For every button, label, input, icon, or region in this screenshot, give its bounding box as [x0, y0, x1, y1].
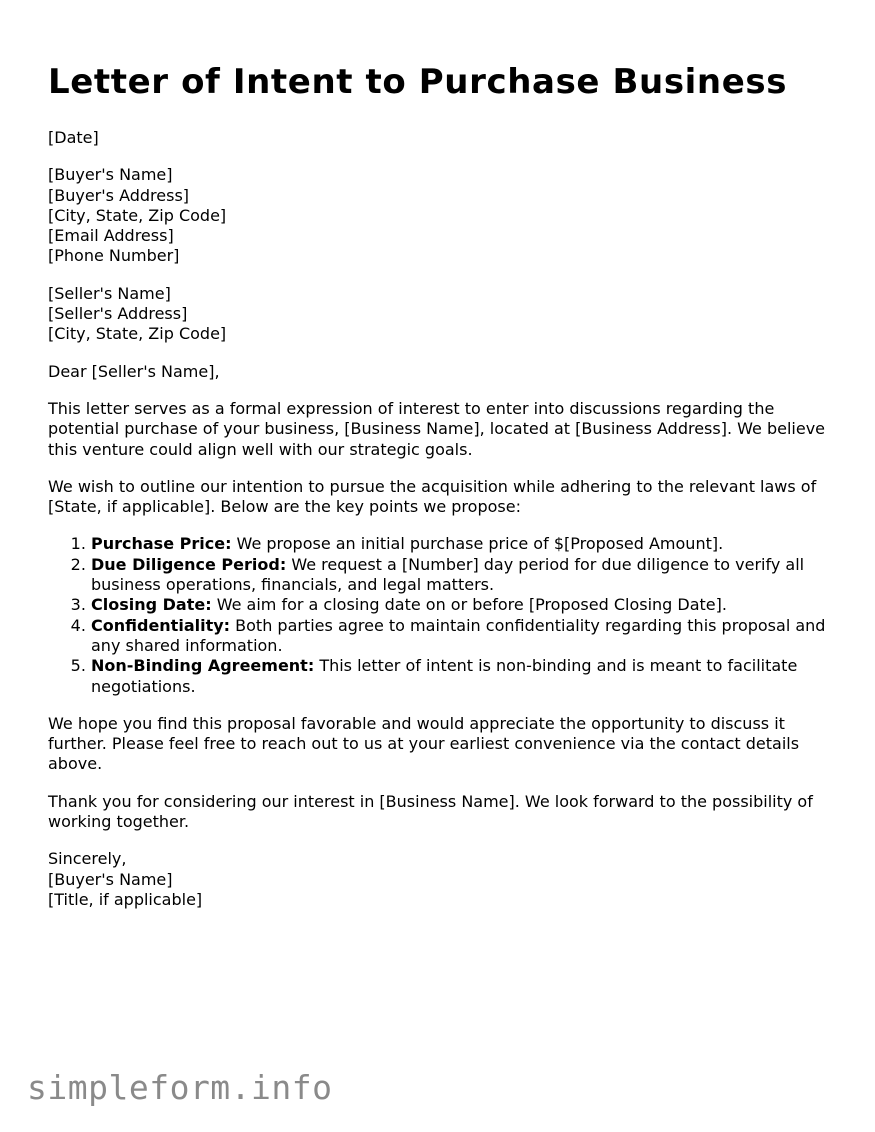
list-item [91, 616, 848, 657]
outline-paragraph: We wish to outline our intention to pursue the acquisition while adhering to the relevant laws of [State, if applicable]. Below are the key points we propose: [48, 476, 817, 517]
signature-block [48, 849, 848, 910]
list-item [91, 534, 848, 554]
buyer-address: [Buyer's Address] [48, 185, 190, 205]
point-label: Confidentiality: [91, 615, 231, 635]
buyer-phone: [Phone Number] [48, 246, 180, 266]
buyer-city: [City, State, Zip Code] [48, 205, 227, 225]
seller-name: [Seller's Name] [48, 283, 171, 303]
list-item [91, 656, 848, 697]
list-item [91, 555, 848, 596]
point-text: We aim for a closing date on or before [Proposed Closing Date]. [211, 595, 727, 615]
signer-name: [Buyer's Name] [48, 869, 173, 889]
list-item [91, 595, 848, 615]
point-text: This letter of intent is non-binding and is meant to facilitate negotiations. [91, 656, 798, 696]
point-label: Non-Binding Agreement: [91, 656, 315, 676]
buyer-name: [Buyer's Name] [48, 165, 173, 185]
thanks-paragraph: Thank you for considering our interest in [Business Name]. We look forward to the possibility of working together. [48, 791, 813, 832]
letter-page [48, 0, 848, 910]
point-text: Both parties agree to maintain confidentiality regarding this proposal and any shared information. [91, 615, 826, 655]
key-points-list [48, 534, 848, 696]
seller-address: [Seller's Address] [48, 304, 188, 324]
intro-paragraph: This letter serves as a formal expression of interest to enter into discussions regarding the potential purchase of your business, [Business Name], located at [Business Address]. We believe this venture could align well with our strategic goals. [48, 398, 825, 459]
buyer-address-block [48, 165, 848, 266]
seller-city: [City, State, Zip Code] [48, 324, 227, 344]
signoff: Sincerely, [48, 849, 127, 869]
seller-address-block [48, 284, 848, 345]
signer-title: [Title, if applicable] [48, 889, 203, 909]
point-text: We propose an initial purchase price of $[Proposed Amount]. [231, 534, 724, 554]
point-label: Purchase Price: [91, 534, 232, 554]
point-label: Closing Date: [91, 595, 212, 615]
salutation: Dear [Seller's Name], [48, 361, 220, 381]
point-text: We request a [Number] day period for due diligence to verify all business operations, financials, and legal matters. [91, 554, 805, 595]
watermark: simpleform.info [27, 1068, 333, 1107]
hope-paragraph: We hope you find this proposal favorable and would appreciate the opportunity to discuss it further. Please feel free to reach out to us at your earliest convenience via the contact details above. [48, 713, 800, 774]
point-label: Due Diligence Period: [91, 554, 287, 574]
buyer-email: [Email Address] [48, 226, 174, 246]
page-title: Letter of Intent to Purchase Business [48, 62, 788, 102]
letter-date: [Date] [48, 128, 99, 147]
